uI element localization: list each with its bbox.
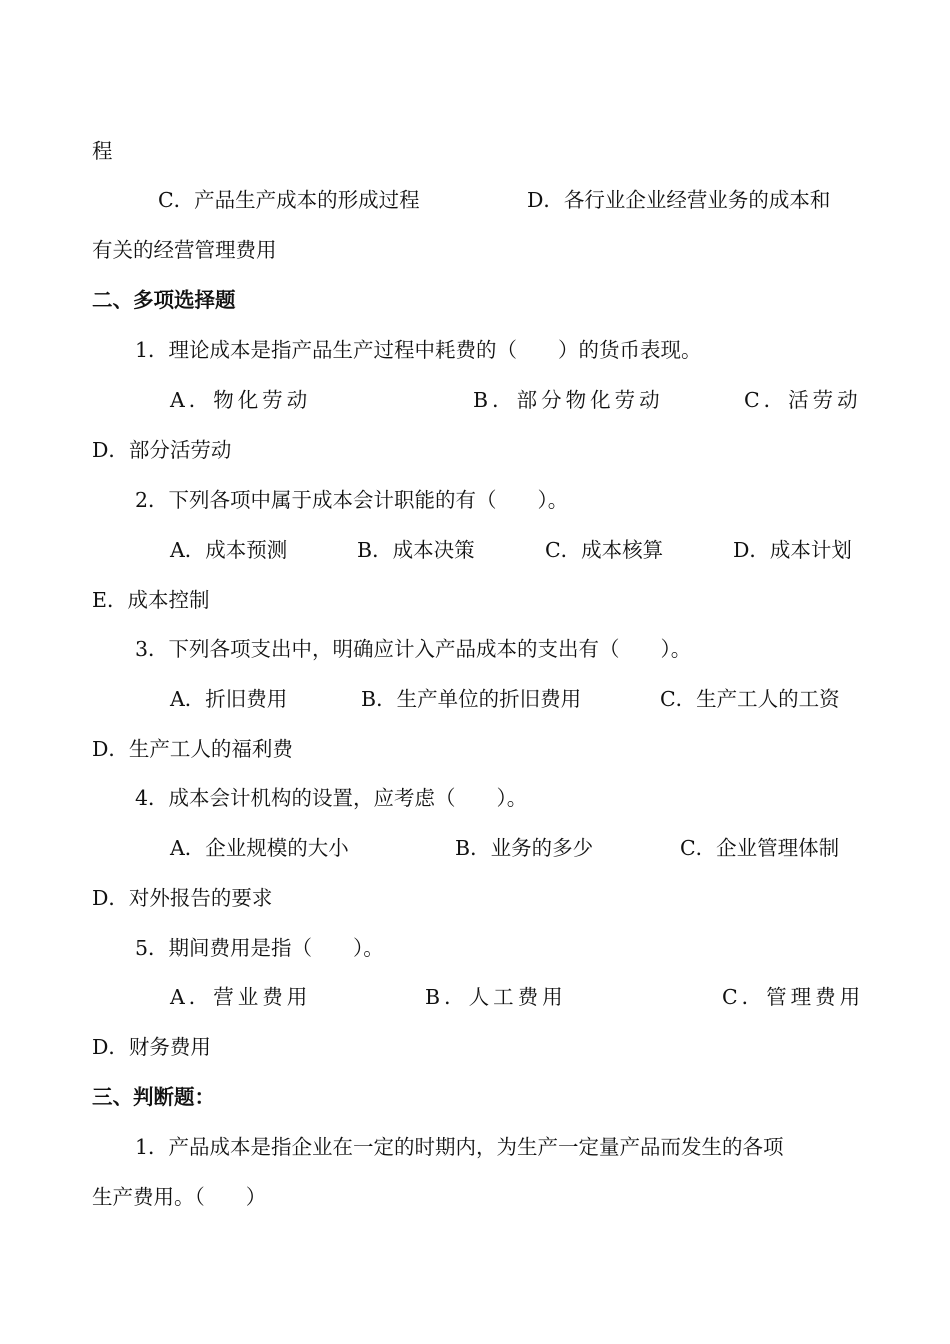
option-b: B．成本决策 [357, 538, 475, 562]
option-c: C．企业管理体制 [680, 836, 840, 860]
option-a: A．成本预测 [170, 538, 288, 562]
option-d: D．财务费用 [92, 1035, 211, 1059]
option-c: C．生产工人的工资 [660, 687, 840, 711]
option-b: B．业务的多少 [455, 836, 594, 860]
question-stem: 1．理论成本是指产品生产过程中耗费的（ ）的货币表现。 [135, 338, 702, 362]
option-c: C．管理费用 [722, 985, 865, 1009]
option-e: E．成本控制 [92, 588, 210, 612]
option-d: D．对外报告的要求 [92, 886, 273, 910]
option-a: A．折旧费用 [170, 687, 288, 711]
option-b: B．部分物化劳动 [473, 388, 664, 412]
statement-line: 1．产品成本是指企业在一定的时期内，为生产一定量产品而发生的各项 [135, 1135, 784, 1159]
statement-line-continuation: 生产费用。（ ） [92, 1185, 267, 1209]
option-a: A．营业费用 [170, 985, 312, 1009]
option-d: D．部分活劳动 [92, 438, 232, 462]
question-stem: 3．下列各项支出中，明确应计入产品成本的支出有（ ）。 [135, 637, 692, 661]
option-d: D．成本计划 [733, 538, 852, 562]
prev-option-d: D．各行业企业经营业务的成本和 [527, 188, 831, 212]
option-b: B．人工费用 [425, 985, 567, 1009]
option-c: C．成本核算 [545, 538, 664, 562]
question-stem: 5．期间费用是指（ ）。 [135, 936, 384, 960]
prev-question-continuation: 程 [92, 139, 113, 163]
option-a: A．企业规模的大小 [170, 836, 349, 860]
option-d: D．生产工人的福利费 [92, 737, 293, 761]
prev-option-c: C．产品生产成本的形成过程 [158, 188, 420, 212]
question-stem: 4．成本会计机构的设置，应考虑（ ）。 [135, 786, 528, 810]
question-stem: 2．下列各项中属于成本会计职能的有（ ）。 [135, 488, 569, 512]
option-c: C．活劳动 [744, 388, 862, 412]
section-heading-true-false: 三、判断题： [92, 1085, 215, 1109]
prev-option-d-continuation: 有关的经营管理费用 [92, 238, 277, 262]
option-b: B．生产单位的折旧费用 [361, 687, 582, 711]
section-heading-multiple-choice: 二、多项选择题 [92, 288, 236, 312]
option-a: A．物化劳动 [170, 388, 312, 412]
